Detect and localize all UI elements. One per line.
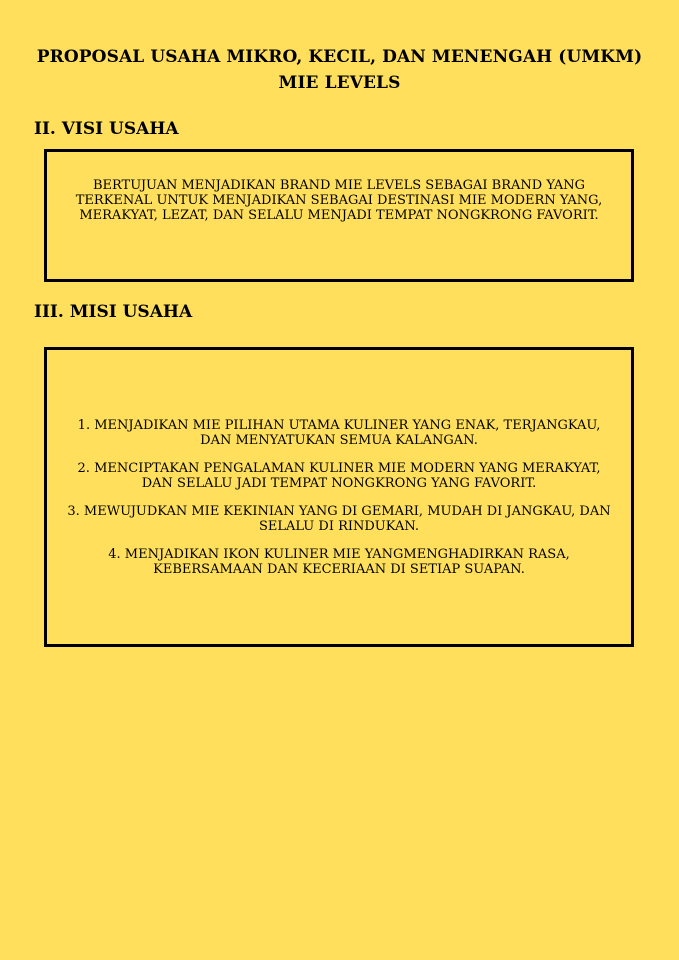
- misi-box: [44, 347, 634, 647]
- misi-item-3: 3. MEWUJUDKAN MIE KEKINIAN YANG DI GEMARI, MUDAH DI JANGKAU, DAN SELALU DI RINDUKAN.: [67, 503, 611, 534]
- misi-list: [61, 418, 617, 577]
- visi-heading: II. VISI USAHA: [34, 119, 179, 139]
- misi-item-4: 4. MENJADIKAN IKON KULINER MIE YANGMENGHADIRKAN RASA, KEBERSAMAAN DAN KECERIAAN DI SETIAP SUAPAN.: [108, 546, 570, 577]
- misi-item-1: 1. MENJADIKAN MIE PILIHAN UTAMA KULINER YANG ENAK, TERJANGKAU, DAN MENYATUKAN SEMUA KALANGAN.: [77, 417, 601, 448]
- misi-heading: III. MISI USAHA: [34, 302, 193, 322]
- document-subtitle: MIE LEVELS: [278, 73, 401, 93]
- visi-box: [44, 149, 634, 282]
- misi-item-2: 2. MENCIPTAKAN PENGALAMAN KULINER MIE MODERN YANG MERAKYAT, DAN SELALU JADI TEMPAT NONGKRONG YANG FAVORIT.: [77, 460, 601, 491]
- visi-text: BERTUJUAN MENJADIKAN BRAND MIE LEVELS SEBAGAI BRAND YANG TERKENAL UNTUK MENJADIKAN SEBAGAI DESTINASI MIE MODERN YANG, MERAKYAT, LEZAT, DAN SELALU MENJADI TEMPAT NONGKRONG FAVORIT.: [75, 178, 603, 223]
- document-title: PROPOSAL USAHA MIKRO, KECIL, DAN MENENGAH (UMKM): [36, 47, 643, 67]
